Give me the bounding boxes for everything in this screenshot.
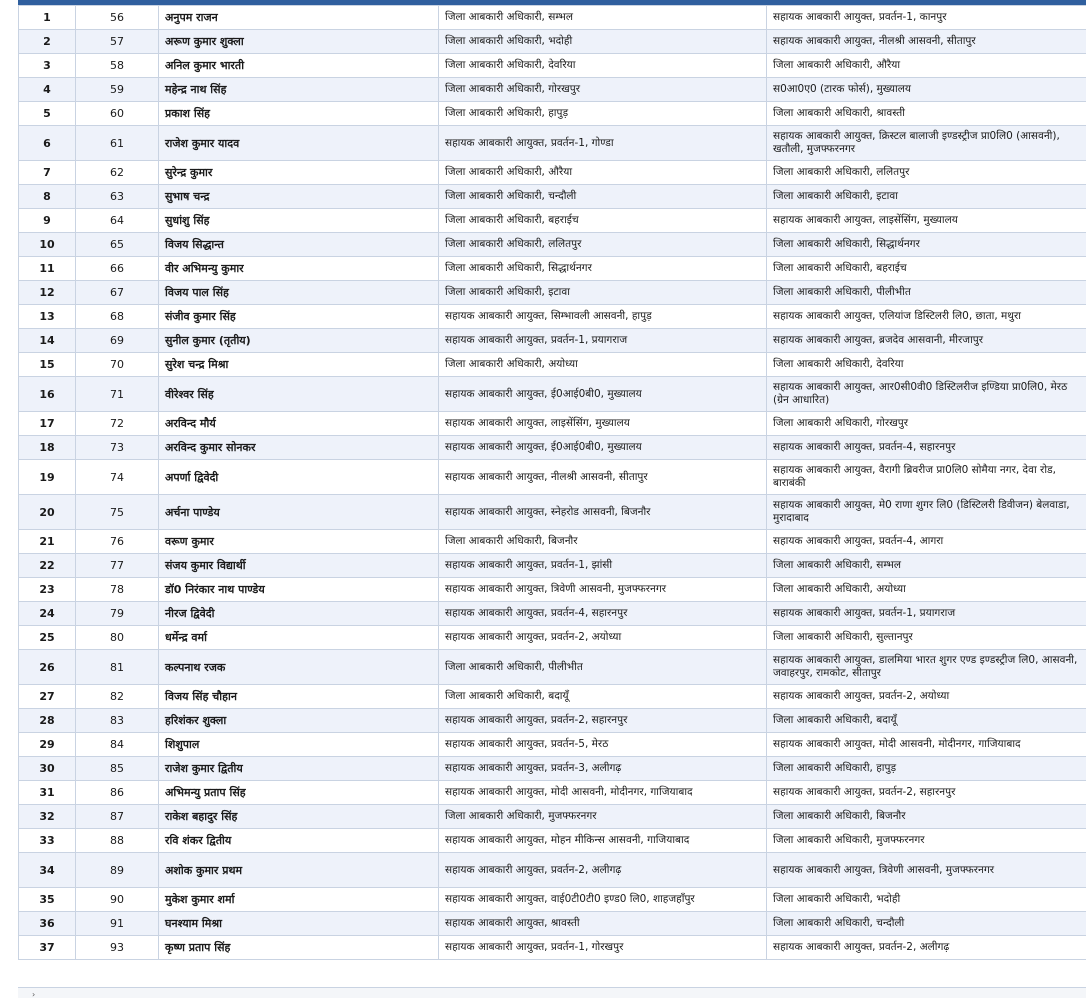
current-posting-cell: जिला आबकारी अधिकारी, चन्दौली [439,185,767,209]
seniority-number-cell: 60 [76,102,159,126]
current-posting-cell: जिला आबकारी अधिकारी, बिजनौर [439,530,767,554]
footer-mark: › [32,991,35,999]
table-row [19,257,1086,281]
table-row [19,353,1086,377]
officer-name-cell: राजेश कुमार द्वितीय [159,757,439,781]
serial-number-cell: 33 [19,829,76,853]
officer-name-cell: राजेश कुमार यादव [159,126,439,161]
serial-number-cell: 26 [19,650,76,685]
seniority-number-cell: 88 [76,829,159,853]
current-posting-cell: सहायक आबकारी आयुक्त, त्रिवेणी आसवनी, मुजफ्फरनगर [439,578,767,602]
officer-name-cell: वीरेश्वर सिंह [159,377,439,412]
current-posting-cell: सहायक आबकारी आयुक्त, लाइसेंसिंग, मुख्यालय [439,412,767,436]
new-posting-cell: सहायक आबकारी आयुक्त, मोदी आसवनी, मोदीनगर, गाजियाबाद [767,733,1086,757]
officer-name-cell: हरिशंकर शुक्ला [159,709,439,733]
new-posting-cell: सहायक आबकारी आयुक्त, ब्रजदेव आसवानी, मीरजापुर [767,329,1086,353]
seniority-number-cell: 93 [76,936,159,960]
new-posting-cell: सहायक आबकारी आयुक्त, एलियांज डिस्टिलरी लि0, छाता, मथुरा [767,305,1086,329]
current-posting-cell: सहायक आबकारी आयुक्त, प्रवर्तन-3, अलीगढ़ [439,757,767,781]
current-posting-cell: सहायक आबकारी आयुक्त, प्रवर्तन-1, प्रयागराज [439,329,767,353]
seniority-number-cell: 83 [76,709,159,733]
seniority-number-cell: 73 [76,436,159,460]
officer-name-cell: शिशुपाल [159,733,439,757]
new-posting-cell: सहायक आबकारी आयुक्त, डालमिया भारत शुगर एण्ड इण्डस्ट्रीज लि0, आसवनी, जवाहरपुर, रामकोट, सीतापुर [767,650,1086,685]
serial-number-cell: 34 [19,853,76,888]
current-posting-cell: सहायक आबकारी आयुक्त, प्रवर्तन-2, अलीगढ़ [439,853,767,888]
current-posting-cell: जिला आबकारी अधिकारी, मुजफ्फरनगर [439,805,767,829]
officer-name-cell: अपर्णा द्विवेदी [159,460,439,495]
serial-number-cell: 11 [19,257,76,281]
current-posting-cell: जिला आबकारी अधिकारी, औरैया [439,161,767,185]
seniority-number-cell: 71 [76,377,159,412]
officer-name-cell: अरविन्द मौर्य [159,412,439,436]
serial-number-cell: 19 [19,460,76,495]
serial-number-cell: 35 [19,888,76,912]
serial-number-cell: 31 [19,781,76,805]
current-posting-cell: जिला आबकारी अधिकारी, ललितपुर [439,233,767,257]
current-posting-cell: जिला आबकारी अधिकारी, देवरिया [439,54,767,78]
officer-name-cell: घनश्याम मिश्रा [159,912,439,936]
new-posting-cell: जिला आबकारी अधिकारी, बिजनौर [767,805,1086,829]
table-row [19,626,1086,650]
serial-number-cell: 10 [19,233,76,257]
serial-number-cell: 1 [19,6,76,30]
table-row [19,54,1086,78]
new-posting-cell: सहायक आबकारी आयुक्त, प्रवर्तन-1, कानपुर [767,6,1086,30]
officer-name-cell: मुकेश कुमार शर्मा [159,888,439,912]
new-posting-cell: जिला आबकारी अधिकारी, गोरखपुर [767,412,1086,436]
officer-name-cell: अरविन्द कुमार सोनकर [159,436,439,460]
table-row [19,829,1086,853]
serial-number-cell: 22 [19,554,76,578]
officer-name-cell: नीरज द्विवेदी [159,602,439,626]
officer-name-cell: विजय सिद्धान्त [159,233,439,257]
serial-number-cell: 30 [19,757,76,781]
new-posting-cell: स0आ0ए0 (टारक फोर्स), मुख्यालय [767,78,1086,102]
serial-number-cell: 4 [19,78,76,102]
table-row [19,161,1086,185]
table-row [19,495,1086,530]
seniority-number-cell: 63 [76,185,159,209]
officer-name-cell: महेन्द्र नाथ सिंह [159,78,439,102]
new-posting-cell: जिला आबकारी अधिकारी, भदोही [767,888,1086,912]
new-posting-cell: जिला आबकारी अधिकारी, श्रावस्ती [767,102,1086,126]
table-row [19,209,1086,233]
new-posting-cell: जिला आबकारी अधिकारी, सिद्धार्थनगर [767,233,1086,257]
current-posting-cell: सहायक आबकारी आयुक्त, सिम्भावली आसवनी, हापुड़ [439,305,767,329]
new-posting-cell: जिला आबकारी अधिकारी, बदायूँ [767,709,1086,733]
new-posting-cell: सहायक आबकारी आयुक्त, प्रवर्तन-2, सहारनपुर [767,781,1086,805]
officer-name-cell: सुरेश चन्द्र मिश्रा [159,353,439,377]
officer-name-cell: अर्चना पाण्डेय [159,495,439,530]
serial-number-cell: 14 [19,329,76,353]
officer-name-cell: सुधांशु सिंह [159,209,439,233]
new-posting-cell: सहायक आबकारी आयुक्त, नीलश्री आसवनी, सीतापुर [767,30,1086,54]
table-row [19,650,1086,685]
new-posting-cell: जिला आबकारी अधिकारी, चन्दौली [767,912,1086,936]
serial-number-cell: 5 [19,102,76,126]
officer-name-cell: कृष्ण प्रताप सिंह [159,936,439,960]
table-row [19,102,1086,126]
new-posting-cell: सहायक आबकारी आयुक्त, मे0 राणा शुगर लि0 (डिस्टिलरी डिवीजन) बेलवाडा, मुरादाबाद [767,495,1086,530]
serial-number-cell: 32 [19,805,76,829]
current-posting-cell: जिला आबकारी अधिकारी, सिद्धार्थनगर [439,257,767,281]
seniority-number-cell: 85 [76,757,159,781]
seniority-number-cell: 90 [76,888,159,912]
transfer-list-table [18,5,1086,960]
officer-name-cell: अरूण कुमार शुक्ला [159,30,439,54]
table-row [19,602,1086,626]
table-row [19,709,1086,733]
table-row [19,78,1086,102]
current-posting-cell: जिला आबकारी अधिकारी, अयोध्या [439,353,767,377]
officer-name-cell: संजय कुमार विद्यार्थी [159,554,439,578]
new-posting-cell: जिला आबकारी अधिकारी, हापुड़ [767,757,1086,781]
table-row [19,685,1086,709]
officer-name-cell: रवि शंकर द्वितीय [159,829,439,853]
officer-name-cell: डॉ0 निरंकार नाथ पाण्डेय [159,578,439,602]
new-posting-cell: सहायक आबकारी आयुक्त, प्रवर्तन-1, प्रयागराज [767,602,1086,626]
seniority-number-cell: 84 [76,733,159,757]
officer-name-cell: वरूण कुमार [159,530,439,554]
seniority-number-cell: 66 [76,257,159,281]
current-posting-cell: सहायक आबकारी आयुक्त, मोदी आसवनी, मोदीनगर, गाजियाबाद [439,781,767,805]
seniority-number-cell: 76 [76,530,159,554]
officer-name-cell: सुरेन्द्र कुमार [159,161,439,185]
seniority-number-cell: 68 [76,305,159,329]
table-row [19,30,1086,54]
current-posting-cell: सहायक आबकारी आयुक्त, प्रवर्तन-1, झांसी [439,554,767,578]
new-posting-cell: जिला आबकारी अधिकारी, औरैया [767,54,1086,78]
current-posting-cell: सहायक आबकारी आयुक्त, मोहन मीकिन्स आसवनी, गाजियाबाद [439,829,767,853]
current-posting-cell: सहायक आबकारी आयुक्त, वाई0टी0टी0 इण्ड0 लि0, शाहजहाँपुर [439,888,767,912]
seniority-number-cell: 58 [76,54,159,78]
new-posting-cell: जिला आबकारी अधिकारी, इटावा [767,185,1086,209]
current-posting-cell: जिला आबकारी अधिकारी, इटावा [439,281,767,305]
current-posting-cell: सहायक आबकारी आयुक्त, स्नेहरोड आसवनी, बिजनौर [439,495,767,530]
officer-name-cell: विजय सिंह चौहान [159,685,439,709]
serial-number-cell: 2 [19,30,76,54]
new-posting-cell: जिला आबकारी अधिकारी, पीलीभीत [767,281,1086,305]
new-posting-cell: सहायक आबकारी आयुक्त, लाइसेंसिंग, मुख्यालय [767,209,1086,233]
serial-number-cell: 24 [19,602,76,626]
table-row [19,757,1086,781]
current-posting-cell: जिला आबकारी अधिकारी, हापुड़ [439,102,767,126]
serial-number-cell: 13 [19,305,76,329]
current-posting-cell: सहायक आबकारी आयुक्त, ई0आई0बी0, मुख्यालय [439,377,767,412]
serial-number-cell: 29 [19,733,76,757]
serial-number-cell: 27 [19,685,76,709]
table-row [19,6,1086,30]
seniority-number-cell: 61 [76,126,159,161]
seniority-number-cell: 82 [76,685,159,709]
current-posting-cell: सहायक आबकारी आयुक्त, ई0आई0बी0, मुख्यालय [439,436,767,460]
current-posting-cell: जिला आबकारी अधिकारी, गोरखपुर [439,78,767,102]
officer-name-cell: विजय पाल सिंह [159,281,439,305]
seniority-number-cell: 57 [76,30,159,54]
serial-number-cell: 18 [19,436,76,460]
officer-name-cell: वीर अभिमन्यु कुमार [159,257,439,281]
new-posting-cell: जिला आबकारी अधिकारी, मुजफ्फरनगर [767,829,1086,853]
table-row [19,281,1086,305]
serial-number-cell: 9 [19,209,76,233]
serial-number-cell: 15 [19,353,76,377]
table-row [19,888,1086,912]
seniority-number-cell: 75 [76,495,159,530]
seniority-number-cell: 64 [76,209,159,233]
serial-number-cell: 28 [19,709,76,733]
table-row [19,733,1086,757]
seniority-number-cell: 77 [76,554,159,578]
table-row [19,781,1086,805]
seniority-number-cell: 86 [76,781,159,805]
officer-name-cell: अनुपम राजन [159,6,439,30]
current-posting-cell: सहायक आबकारी आयुक्त, प्रवर्तन-2, सहारनपुर [439,709,767,733]
officer-name-cell: धर्मेन्द्र वर्मा [159,626,439,650]
officer-name-cell: प्रकाश सिंह [159,102,439,126]
new-posting-cell: जिला आबकारी अधिकारी, देवरिया [767,353,1086,377]
serial-number-cell: 20 [19,495,76,530]
serial-number-cell: 6 [19,126,76,161]
seniority-number-cell: 78 [76,578,159,602]
officer-name-cell: सुभाष चन्द्र [159,185,439,209]
officer-name-cell: अशोक कुमार प्रथम [159,853,439,888]
current-posting-cell: सहायक आबकारी आयुक्त, प्रवर्तन-5, मेरठ [439,733,767,757]
seniority-number-cell: 62 [76,161,159,185]
table-row [19,305,1086,329]
officer-name-cell: अभिमन्यु प्रताप सिंह [159,781,439,805]
current-posting-cell: सहायक आबकारी आयुक्त, प्रवर्तन-4, सहारनपुर [439,602,767,626]
current-posting-cell: जिला आबकारी अधिकारी, सम्भल [439,6,767,30]
table-row [19,805,1086,829]
current-posting-cell: सहायक आबकारी आयुक्त, नीलश्री आसवनी, सीतापुर [439,460,767,495]
current-posting-cell: जिला आबकारी अधिकारी, बहराईच [439,209,767,233]
seniority-number-cell: 81 [76,650,159,685]
new-posting-cell: सहायक आबकारी आयुक्त, प्रवर्तन-4, सहारनपुर [767,436,1086,460]
table-row [19,233,1086,257]
table-row [19,578,1086,602]
new-posting-cell: सहायक आबकारी आयुक्त, त्रिवेणी आसवनी, मुजफ्फरनगर [767,853,1086,888]
new-posting-cell: सहायक आबकारी आयुक्त, क्रिस्टल बालाजी इण्डस्ट्रीज प्रा0लि0 (आसवनी), खतौली, मुजफ्फरनगर [767,126,1086,161]
table-row [19,185,1086,209]
new-posting-cell: सहायक आबकारी आयुक्त, प्रवर्तन-2, अयोध्या [767,685,1086,709]
serial-number-cell: 8 [19,185,76,209]
current-posting-cell: जिला आबकारी अधिकारी, भदोही [439,30,767,54]
table-row [19,853,1086,888]
table-row [19,377,1086,412]
table-row [19,436,1086,460]
seniority-number-cell: 74 [76,460,159,495]
new-posting-cell: जिला आबकारी अधिकारी, ललितपुर [767,161,1086,185]
current-posting-cell: जिला आबकारी अधिकारी, पीलीभीत [439,650,767,685]
serial-number-cell: 12 [19,281,76,305]
new-posting-cell: सहायक आबकारी आयुक्त, प्रवर्तन-2, अलीगढ़ [767,936,1086,960]
table-row [19,329,1086,353]
officer-name-cell: सुनील कुमार (तृतीय) [159,329,439,353]
current-posting-cell: सहायक आबकारी आयुक्त, प्रवर्तन-2, अयोध्या [439,626,767,650]
serial-number-cell: 17 [19,412,76,436]
seniority-number-cell: 56 [76,6,159,30]
current-posting-cell: सहायक आबकारी आयुक्त, श्रावस्ती [439,912,767,936]
seniority-number-cell: 80 [76,626,159,650]
table-row [19,912,1086,936]
officer-name-cell: अनिल कुमार भारती [159,54,439,78]
seniority-number-cell: 89 [76,853,159,888]
serial-number-cell: 23 [19,578,76,602]
serial-number-cell: 16 [19,377,76,412]
table-row [19,460,1086,495]
seniority-number-cell: 70 [76,353,159,377]
seniority-number-cell: 72 [76,412,159,436]
new-posting-cell: जिला आबकारी अधिकारी, बहराईच [767,257,1086,281]
seniority-number-cell: 87 [76,805,159,829]
current-posting-cell: सहायक आबकारी आयुक्त, प्रवर्तन-1, गोरखपुर [439,936,767,960]
table-row [19,530,1086,554]
seniority-number-cell: 91 [76,912,159,936]
table-row [19,126,1086,161]
serial-number-cell: 37 [19,936,76,960]
serial-number-cell: 3 [19,54,76,78]
current-posting-cell: जिला आबकारी अधिकारी, बदायूँ [439,685,767,709]
new-posting-cell: जिला आबकारी अधिकारी, अयोध्या [767,578,1086,602]
table-row [19,554,1086,578]
seniority-number-cell: 67 [76,281,159,305]
seniority-number-cell: 59 [76,78,159,102]
serial-number-cell: 7 [19,161,76,185]
serial-number-cell: 21 [19,530,76,554]
new-posting-cell: जिला आबकारी अधिकारी, सम्भल [767,554,1086,578]
serial-number-cell: 25 [19,626,76,650]
new-posting-cell: सहायक आबकारी आयुक्त, वैरागी ब्रिवरीज प्रा0लि0 सोमैया नगर, देवा रोड, बाराबंकी [767,460,1086,495]
current-posting-cell: सहायक आबकारी आयुक्त, प्रवर्तन-1, गोण्डा [439,126,767,161]
seniority-number-cell: 65 [76,233,159,257]
new-posting-cell: सहायक आबकारी आयुक्त, प्रवर्तन-4, आगरा [767,530,1086,554]
table-row [19,936,1086,960]
seniority-number-cell: 79 [76,602,159,626]
officer-name-cell: कल्पनाथ रजक [159,650,439,685]
table-body [19,6,1086,960]
new-posting-cell: जिला आबकारी अधिकारी, सुल्तानपुर [767,626,1086,650]
new-posting-cell: सहायक आबकारी आयुक्त, आर0सी0वी0 डिस्टिलरीज इण्डिया प्रा0लि0, मेरठ (ग्रेन आधारित) [767,377,1086,412]
seniority-number-cell: 69 [76,329,159,353]
officer-name-cell: संजीव कुमार सिंह [159,305,439,329]
officer-name-cell: राकेश बहादुर सिंह [159,805,439,829]
page-footer-bar [18,987,1086,998]
table-row [19,412,1086,436]
serial-number-cell: 36 [19,912,76,936]
